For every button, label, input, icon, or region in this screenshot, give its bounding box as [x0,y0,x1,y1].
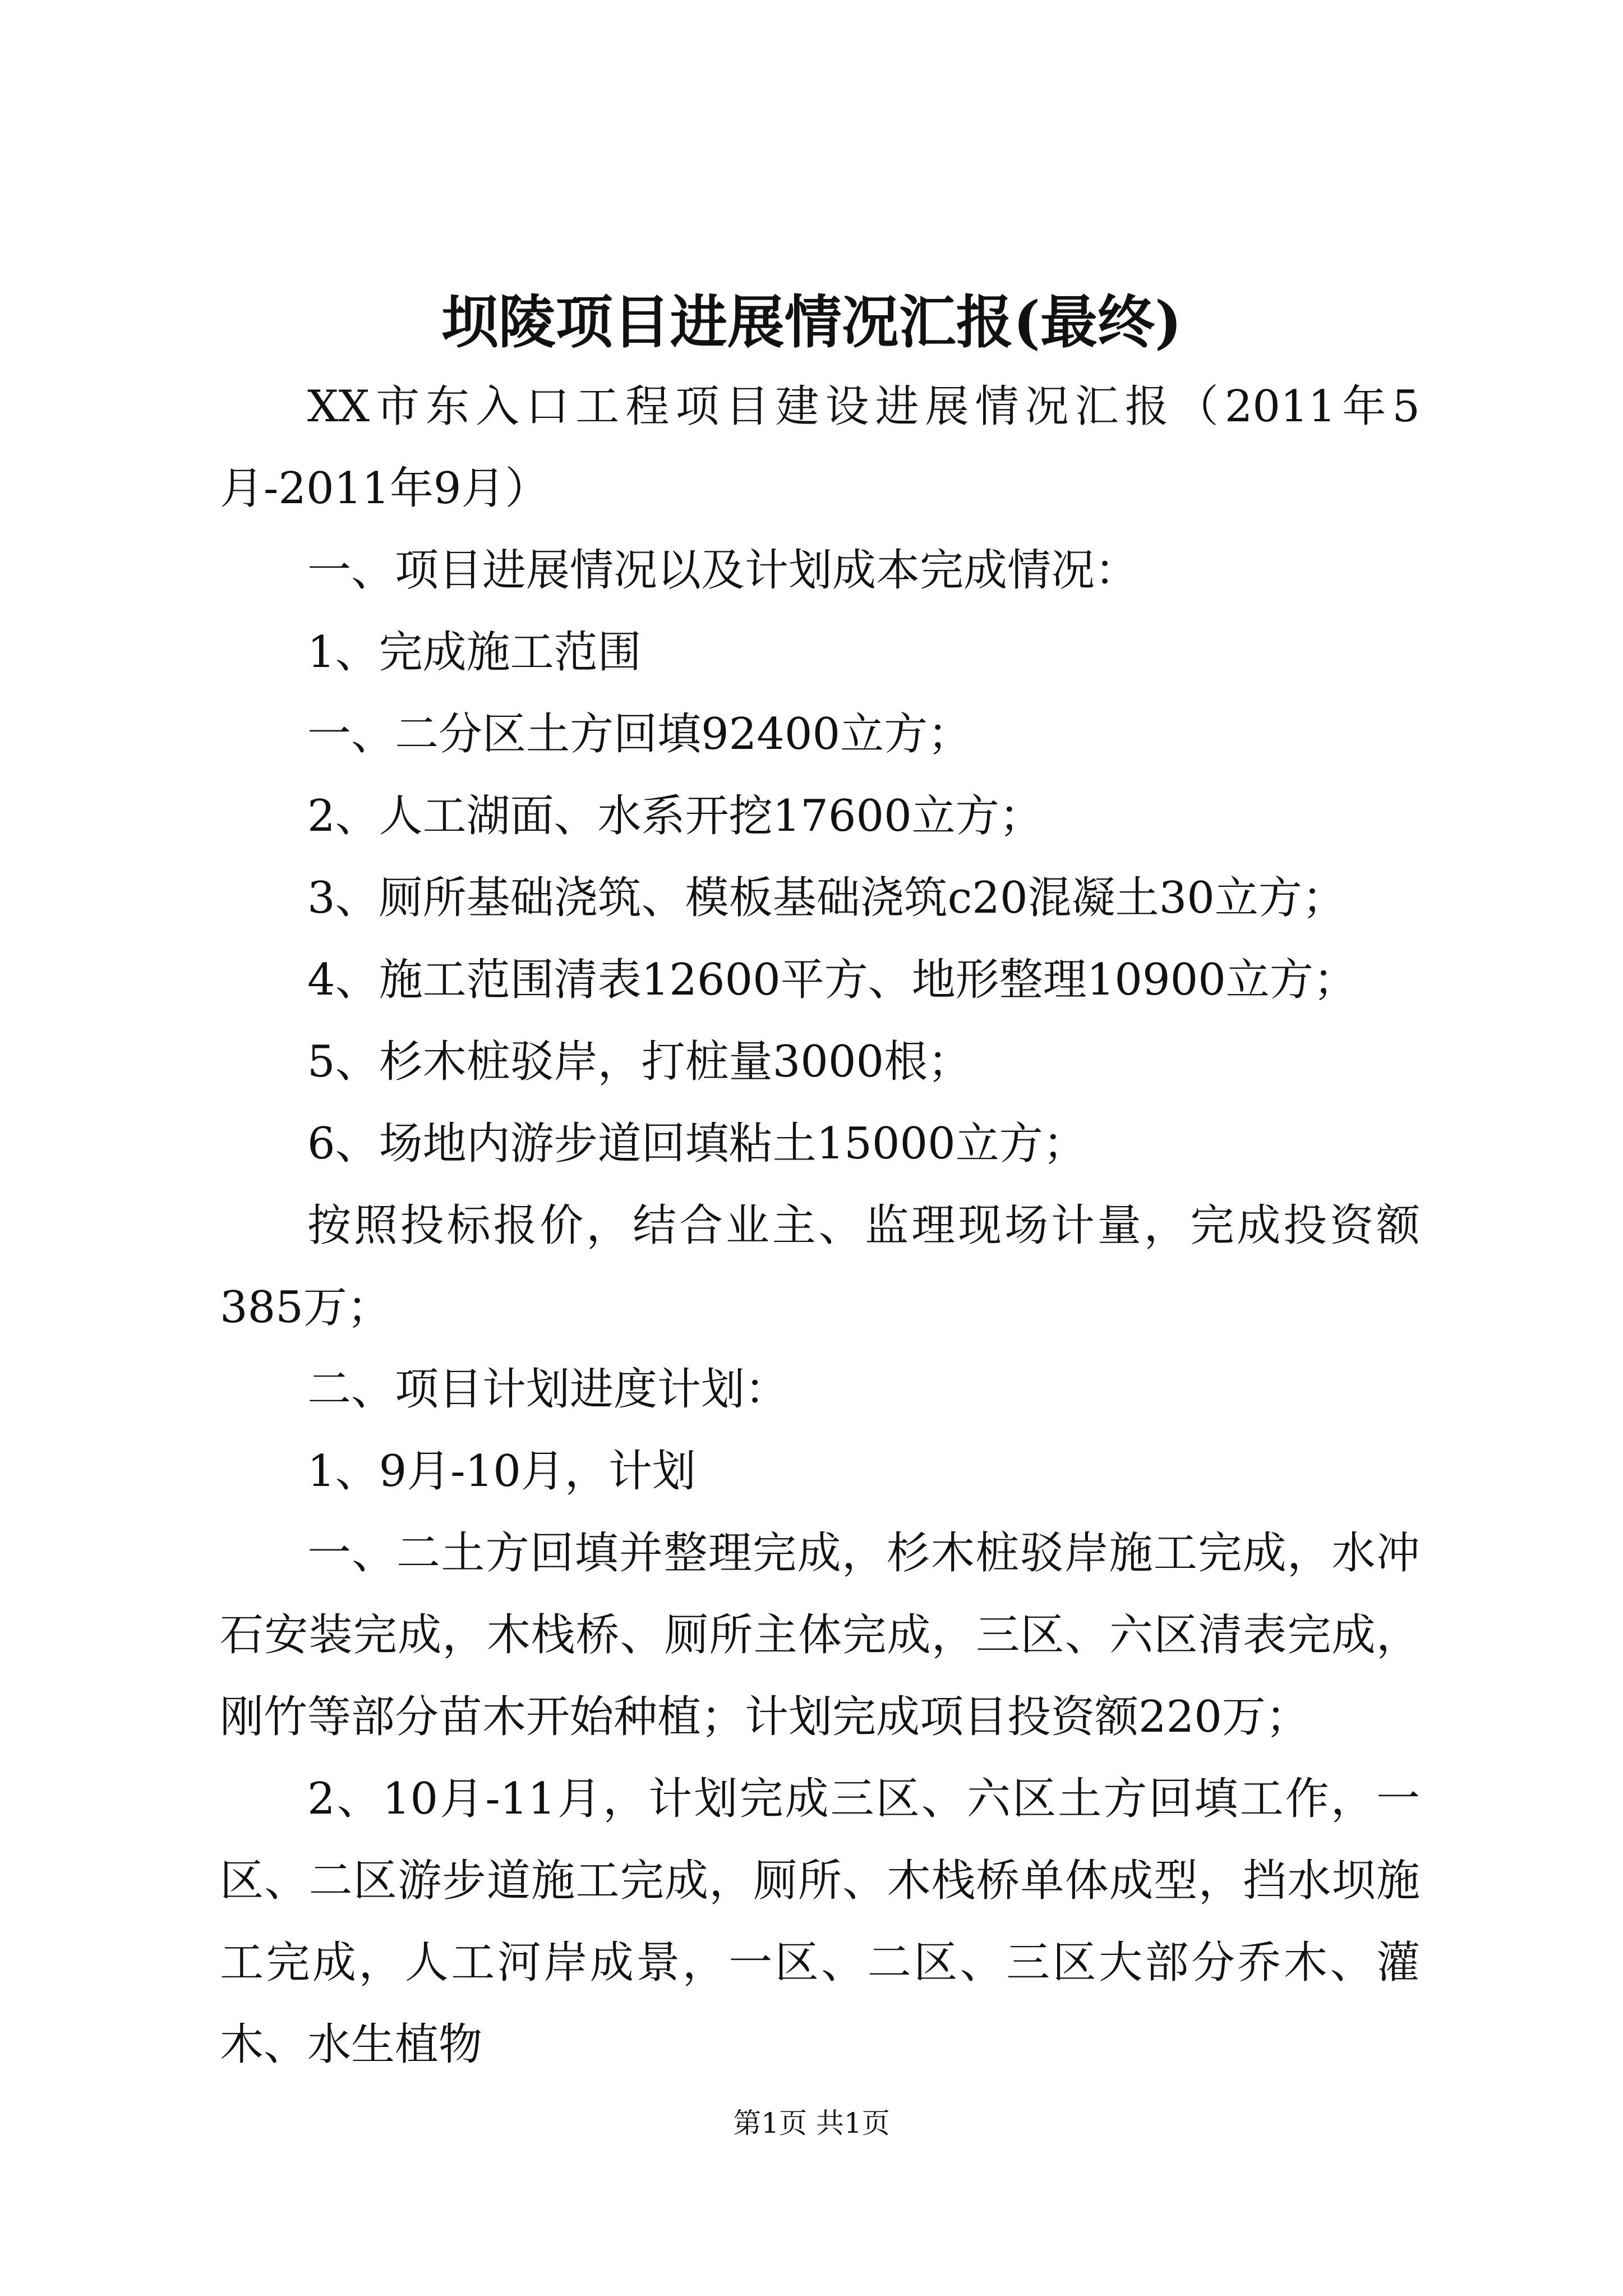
document-body [220,366,1420,2086]
paragraph-investment-summary: 按照投标报价，结合业主、监理现场计量，完成投资额385万； [220,1200,1420,1333]
paragraph-intro: XX市东入口工程项目建设进展情况汇报（2011年5月-2011年9月） [220,381,1420,514]
list-item: 一、二分区土方回填92400立方； [307,709,972,760]
document-title: 坝陵项目进展情况汇报(最终) [441,289,1182,356]
list-item: 6、场地内游步道回填粘土15000立方； [307,1119,1087,1169]
section-heading-1: 一、项目进展情况以及计划成本完成情况： [307,545,1139,596]
section-heading-2: 二、项目计划进度计划： [307,1364,789,1415]
subheading-plan-sep-oct: 1、9月-10月，计划 [307,1446,696,1497]
paragraph-plan-oct-nov: 2、10月-11月，计划完成三区、六区土方回填工作，一区、二区游步道施工完成，厕所、木栈桥单体成型，挡水坝施工完成，人工河岸成景，一区、二区、三区大部分乔木、灌木、水生植物 [220,1774,1420,2070]
list-item: 4、施工范围清表12600平方、地形整理10900立方； [307,955,1357,1005]
subheading-scope: 1、完成施工范围 [307,627,642,678]
list-item: 2、人工湖面、水系开挖17600立方； [307,791,1043,841]
paragraph-plan-sep-oct: 一、二土方回填并整理完成，杉木桩驳岸施工完成，水冲石安装完成，木栈桥、厕所主体完成，三区、六区清表完成，刚竹等部分苗木开始种植；计划完成项目投资额220万； [220,1528,1420,1742]
page-footer: 第1页 共1页 [733,2107,890,2139]
list-item: 5、杉木桩驳岸，打桩量3000根； [307,1037,972,1087]
list-item: 3、厕所基础浇筑、模板基础浇筑c20混凝土30立方； [307,873,1346,923]
